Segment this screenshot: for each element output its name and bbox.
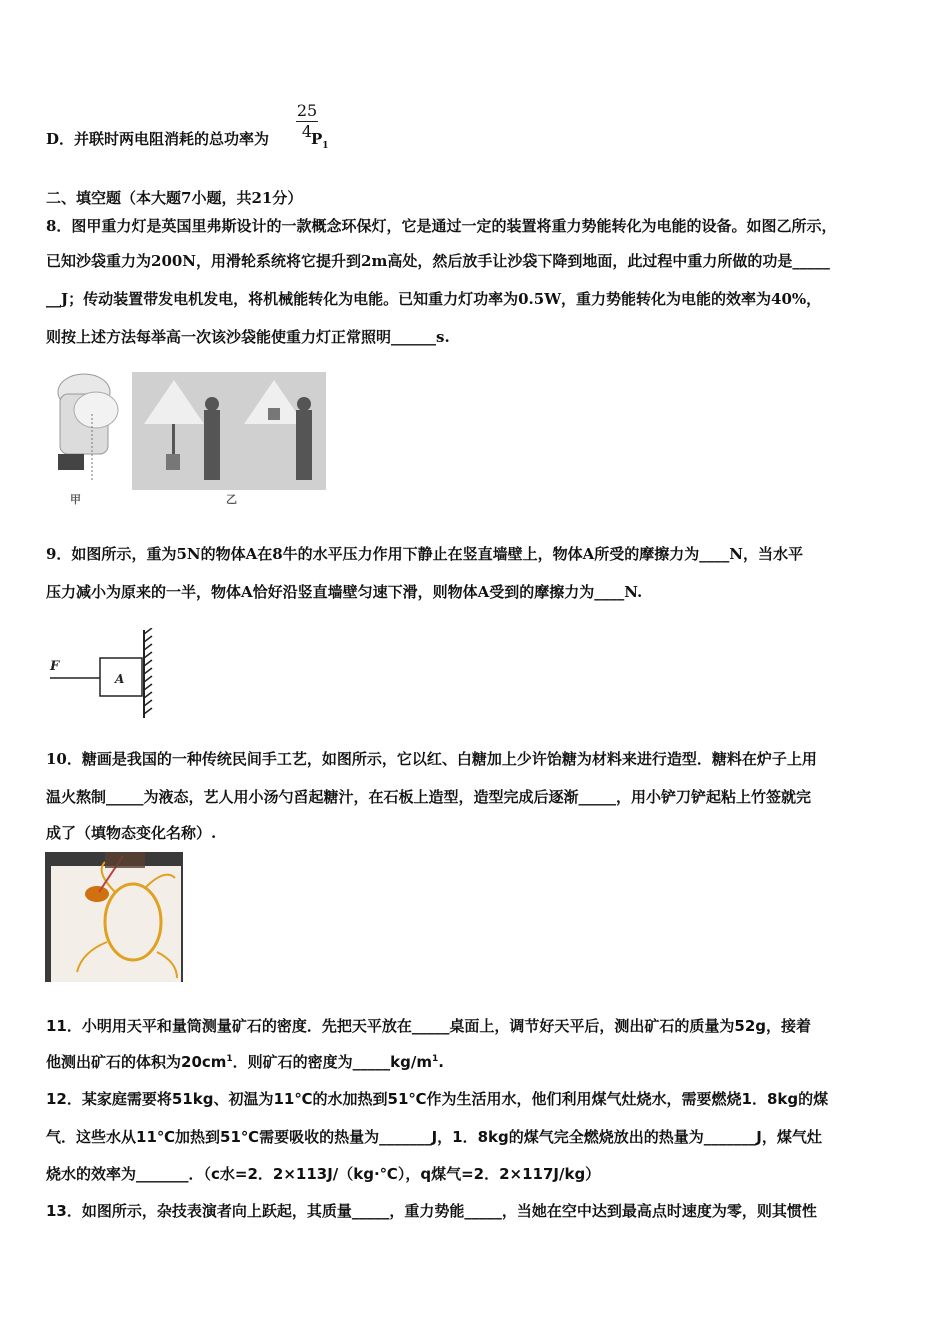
q10-line-1: 10．糖画是我国的一种传统民间手工艺，如图所示，它以红、白糖加上少许饴糖为材料来进行造型．糖料在炉子上用 <box>46 750 817 768</box>
sugar-painting-photo <box>45 852 183 982</box>
figure-label-yi: 乙 <box>226 493 237 506</box>
force-label: F <box>50 659 60 674</box>
option-d-subscript: 1 <box>322 141 329 151</box>
q12-line-2: 气．这些水从11℃加热到51℃需要吸收的热量为_______J，1．8kg的煤气完全燃烧放出的热量为_______J，煤气灶 <box>46 1128 822 1146</box>
q11-sup-2: 1 <box>432 1054 439 1064</box>
gravity-lamp-figure <box>44 364 329 506</box>
q8-line-1: 8．图甲重力灯是英国里弗斯设计的一款概念环保灯，它是通过一定的装置将重力势能转化为电能的设备。如图乙所示， <box>46 217 837 235</box>
q11-line-1: 11．小明用天平和量筒测量矿石的密度．先把天平放在_____桌面上，调节好天平后，测出矿石的质量为52g，接着 <box>46 1017 811 1035</box>
q8-line-2: 已知沙袋重力为200N，用滑轮系统将它提升到2m高处，然后放手让沙袋下降到地面，此过程中重力所做的功是_____ <box>46 252 830 270</box>
q12-line-1: 12．某家庭需要将51kg、初温为11℃的水加热到51℃作为生活用水，他们利用煤气灶烧水，需要燃烧1．8kg的煤 <box>46 1090 829 1108</box>
q10-line-3: 成了（填物态变化名称）. <box>46 824 217 842</box>
option-d-label: D．并联时两电阻消耗的总功率为 <box>46 130 270 148</box>
q12-line-3: 烧水的效率为_______．（c水=2．2×113J/（kg·℃），q煤气=2．2×117J/kg） <box>46 1165 601 1183</box>
block-wall-figure <box>44 628 159 720</box>
figure-label-jia: 甲 <box>70 493 81 506</box>
option-d-text <box>46 128 329 151</box>
option-d-suffix: P <box>311 130 323 148</box>
q11-line-2-part-b: ．则矿石的密度为_____kg/m <box>232 1053 432 1071</box>
fraction-numerator: 25 <box>296 101 318 120</box>
gravity-lamp-scene-image <box>132 372 326 490</box>
q8-line-4: 则按上述方法每举高一次该沙袋能使重力灯正常照明______s. <box>46 328 450 346</box>
fraction-denominator: 4 <box>301 122 313 141</box>
q9-line-2: 压力减小为原来的一半，物体A恰好沿竖直墙壁匀速下滑，则物体A受到的摩擦力为____N. <box>46 583 643 601</box>
q11-line-2 <box>46 1051 444 1072</box>
q13-line-1: 13．如图所示，杂技表演者向上跃起，其质量_____，重力势能_____，当她在空中达到最高点时速度为零，则其惯性 <box>46 1202 817 1220</box>
q10-line-2: 温火熬制_____为液态，艺人用小汤勺舀起糖汁，在石板上造型，造型完成后逐渐_____，用小铲刀铲起粘上竹签就完 <box>46 788 812 806</box>
block-label: A <box>115 672 125 686</box>
q8-line-3: __J；传动装置带发电机发电，将机械能转化为电能。已知重力灯功率为0.5W，重力势能转化为电能的效率为40%， <box>46 290 822 308</box>
q9-line-1: 9．如图所示，重为5N的物体A在8牛的水平压力作用下静止在竖直墙壁上，物体A所受的摩擦力为____N，当水平 <box>46 545 804 563</box>
section-heading: 二、填空题（本大题7小题，共21分） <box>46 189 303 207</box>
q11-line-2-part-c: . <box>438 1053 444 1071</box>
q11-sup-1: 1 <box>226 1054 233 1064</box>
gravity-lamp-device-image <box>58 374 118 482</box>
q11-line-2-part-a: 他测出矿石的体积为20cm <box>46 1053 227 1071</box>
